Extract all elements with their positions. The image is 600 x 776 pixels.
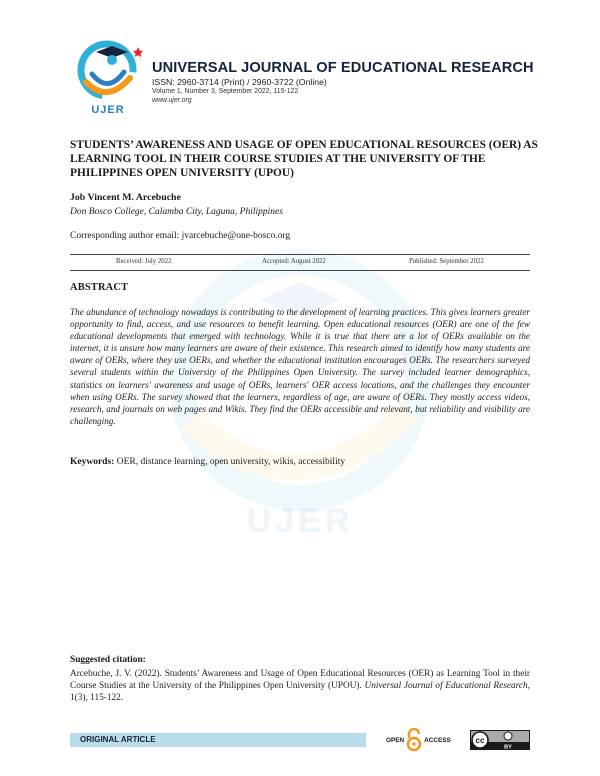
citation-text (70, 668, 530, 705)
author-name: Job Vincent M. Arcebuche (70, 192, 181, 203)
issn: ISSN: 2960-3714 (Print) / 2960-3722 (Online) (152, 77, 327, 87)
open-access-open: OPEN (386, 736, 405, 744)
cc-by-license-icon (470, 730, 530, 750)
ujer-logo (72, 38, 150, 118)
watermark-text: UJER (246, 502, 354, 540)
citation-heading: Suggested citation: (70, 655, 146, 665)
abstract-heading: ABSTRACT (70, 282, 129, 293)
divider-bottom (70, 270, 530, 271)
open-access-icon (405, 728, 423, 752)
date-received: Received: July 2022 (116, 258, 172, 265)
date-published: Published: September 2022 (409, 258, 484, 265)
citation-tail: 1(3), 115-122. (70, 693, 124, 704)
cc-text: cc (475, 736, 485, 745)
abstract-text: The abundance of technology nowadays is contributing to the development of learning practices. This gives learners greater opportunity to find, access, and use resources to benefit learning. Open educational resources (OER) are one of the few educational developments that emerged with technology. While it is true that there are a lot of OERs available on the internet, it is unsure how many learners are aware of their existence. This research aimed to identify how many students are aware of OERs, where they use OERs, and whether the educational institution encourages OERs. The researchers surveyed several students within the University of the Philippines Open University. The survey included learner demographics, statistics on learners' awareness and usage of OERs, learners' OER access locations, and the challenges they encounter when using OERs. The survey showed that the learners, regardless of age, are aware of OERs. They mostly access videos, research, and journals on web pages and Wikis. They find the OERs accessible and relevant, but reliability and visibility are challenging. (70, 307, 530, 426)
journal-title: UNIVERSAL JOURNAL OF EDUCATIONAL RESEARCH (152, 60, 534, 76)
divider-top (70, 254, 530, 255)
by-text: BY (504, 744, 512, 750)
citation-journal: Universal Journal of Educational Research, (364, 681, 530, 692)
article-type-bar (70, 733, 366, 747)
keywords-label: Keywords: (70, 457, 115, 467)
corresponding-email: Corresponding author email: jvarcebuche@one-bosco.org (70, 231, 291, 241)
citation-main: Arcebuche, J. V. (2022). Students’ Awareness and Usage of Open Educational Resources (OER) as Learning Tool in their Course Studies at the University of the Philippines Open University (UPOU). (70, 669, 530, 692)
article-type-label: ORIGINAL ARTICLE (80, 735, 156, 744)
volume-info: Volume 1, Number 3, September 2022, 115-122 (152, 88, 299, 95)
date-accepted: Accepted: August 2022 (262, 258, 326, 265)
keywords (70, 457, 530, 467)
logo-text: UJER (91, 104, 125, 116)
open-access-access: ACCESS (424, 736, 451, 744)
open-access-badge (386, 727, 451, 753)
journal-website[interactable]: www.ujer.org (152, 97, 192, 104)
paper-title: STUDENTS’ AWARENESS AND USAGE OF OPEN EDUCATIONAL RESOURCES (OER) AS LEARNING TOOL IN THEIR COURSE STUDIES AT THE UNIVERSITY OF THE PHILIPPINES OPEN UNIVERSITY (UPOU) (70, 139, 538, 180)
keywords-text: OER, distance learning, open university, wikis, accessibility (116, 457, 346, 467)
author-affiliation: Don Bosco College, Calamba City, Laguna, Philippines (70, 207, 283, 217)
